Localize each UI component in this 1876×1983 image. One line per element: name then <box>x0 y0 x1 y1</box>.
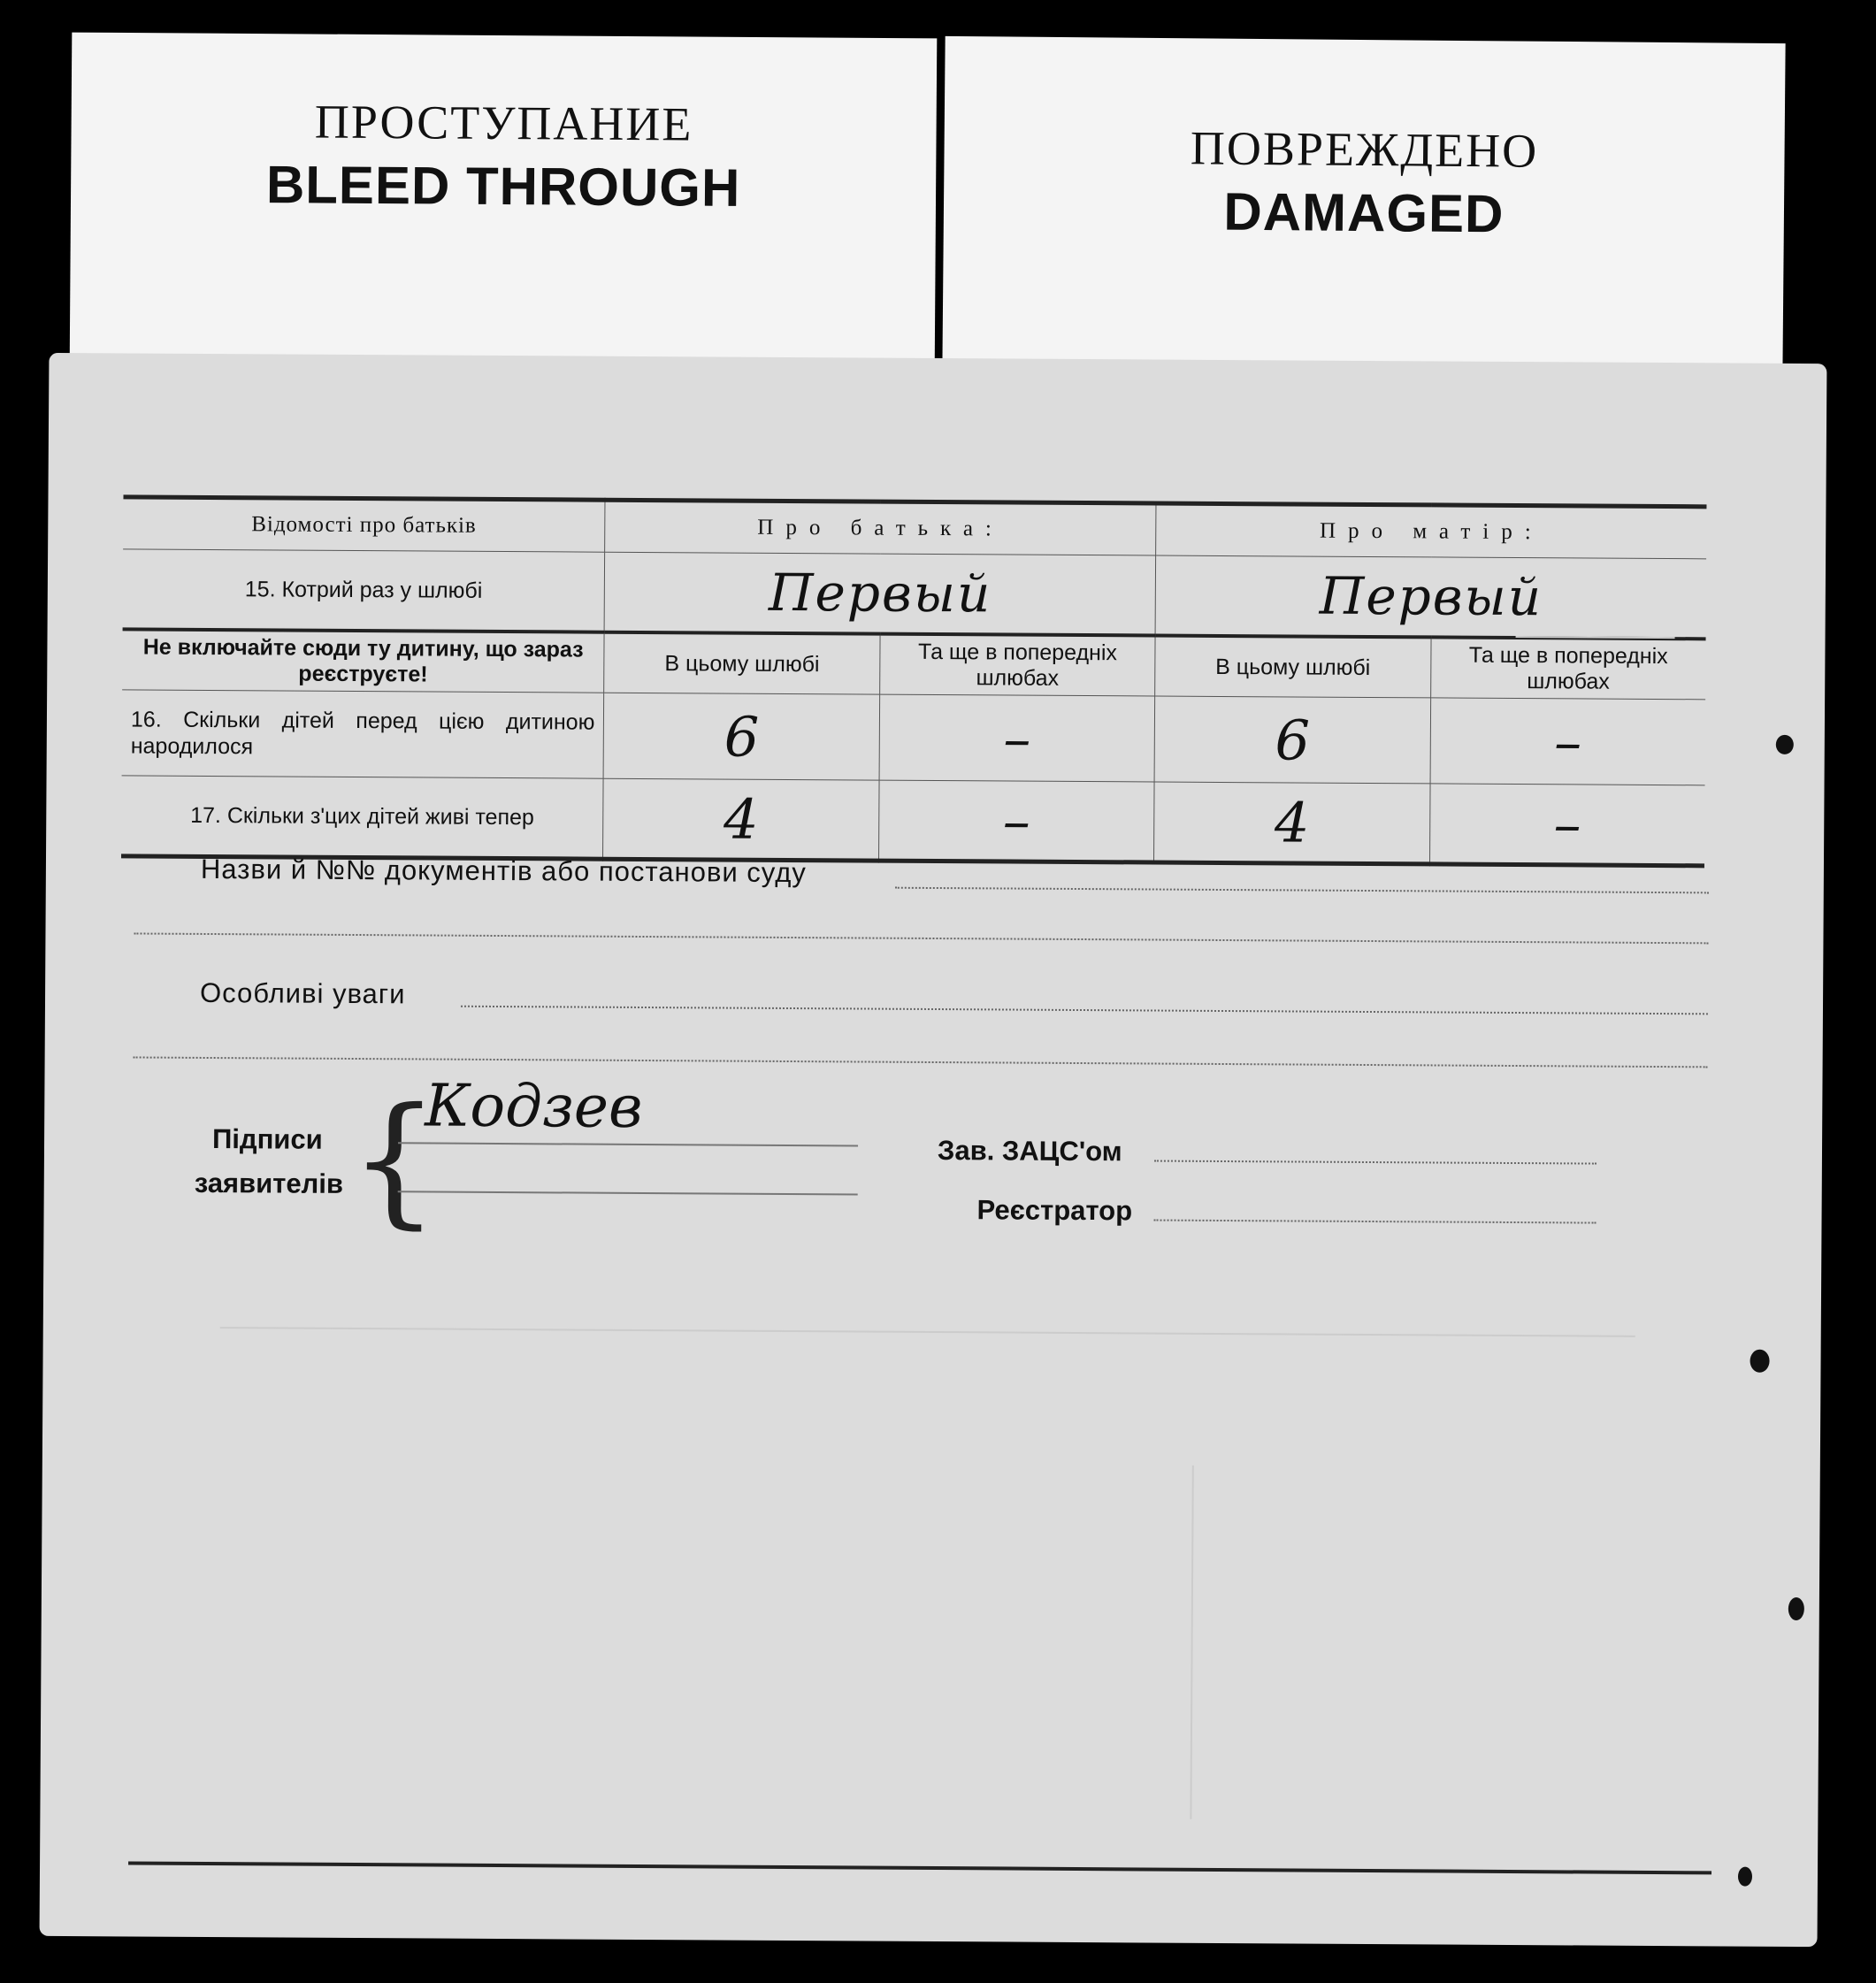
documents-label: Назви й №№ документів або постанови суду <box>200 853 807 889</box>
father-children-born-previous: – <box>879 694 1155 782</box>
table-row-16 <box>122 690 1706 785</box>
bleed-through-text <box>1516 565 1675 639</box>
exclusion-note: Не включайте сюди ту дитину, що зараз реєструєте! <box>122 629 604 693</box>
damage-hole <box>1788 1597 1804 1620</box>
applicant-signature-line-2 <box>398 1191 858 1195</box>
header-father: Про батька: <box>605 500 1156 555</box>
signature-brace: { <box>348 1076 440 1243</box>
parents-info-table <box>121 494 1706 868</box>
mother-children-alive-previous: – <box>1429 784 1704 866</box>
father-current-marriage-header: В цьому шлюбі <box>604 632 880 694</box>
bleed-through-ru: ПРОСТУПАНИЕ <box>314 95 693 151</box>
registration-form-sheet <box>40 353 1827 1947</box>
damaged-en: DAMAGED <box>1223 181 1505 244</box>
mother-children-born-current: 6 <box>1154 696 1430 784</box>
damaged-ru: ПОВРЕЖДЕНО <box>1190 121 1539 178</box>
bleed-through-en: BLEED THROUGH <box>265 155 741 218</box>
remarks-line-2 <box>134 1056 1708 1068</box>
head-zags-label: Зав. ЗАЦС'ом <box>937 1135 1122 1168</box>
remarks-label: Особливі уваги <box>199 976 406 1010</box>
signatures-label-line1: Підписи <box>211 1123 323 1155</box>
table-header-row <box>123 497 1706 559</box>
documents-line <box>895 887 1709 894</box>
father-previous-marriages-header: Та ще в попередніх шлюбах <box>879 634 1155 696</box>
damage-hole <box>1738 1867 1752 1887</box>
head-zags-line <box>1154 1160 1597 1165</box>
father-children-born-current: 6 <box>603 693 879 780</box>
father-children-alive-previous: – <box>878 780 1154 862</box>
damage-hole <box>1750 1350 1769 1373</box>
signatures-label-line2: заявителів <box>194 1167 344 1199</box>
question-15: 15. Котрий раз у шлюбі <box>123 549 605 632</box>
table-row-15 <box>123 549 1707 639</box>
damaged-tag <box>942 36 1785 379</box>
remarks-line <box>461 1006 1708 1015</box>
damage-hole <box>1776 735 1794 754</box>
question-16: 16. Скільки дітей перед цією дитиною народилося <box>122 690 605 778</box>
mother-current-marriage-header: В цьому шлюбі <box>1155 636 1431 698</box>
bottom-rule <box>128 1861 1711 1874</box>
bleed-through-tag <box>70 33 938 375</box>
mother-previous-marriages-header: Та ще в попередніх шлюбах <box>1430 637 1705 699</box>
applicant-signature-line <box>398 1142 858 1146</box>
father-children-alive-current: 4 <box>603 778 879 861</box>
registrar-line <box>1154 1220 1597 1224</box>
mother-children-born-previous: – <box>1430 698 1705 785</box>
applicant-signature: Кодзев <box>425 1071 643 1141</box>
documents-line-2 <box>134 932 1708 944</box>
table-row-17 <box>121 776 1705 866</box>
bleed-through-text <box>1190 1466 1609 1822</box>
table-row-note <box>122 629 1705 699</box>
bleed-through-text <box>220 1327 1635 1364</box>
header-mother: Про матір: <box>1156 503 1707 559</box>
mother-marriage-number: Первый <box>1155 555 1706 639</box>
father-marriage-number: Первый <box>605 552 1156 635</box>
mother-children-alive-current: 4 <box>1154 782 1430 864</box>
header-parents-info: Відомості про батьків <box>123 497 605 552</box>
registrar-label: Реєстратор <box>976 1194 1133 1227</box>
question-17: 17. Скільки з'цих дітей живі тепер <box>121 776 603 859</box>
